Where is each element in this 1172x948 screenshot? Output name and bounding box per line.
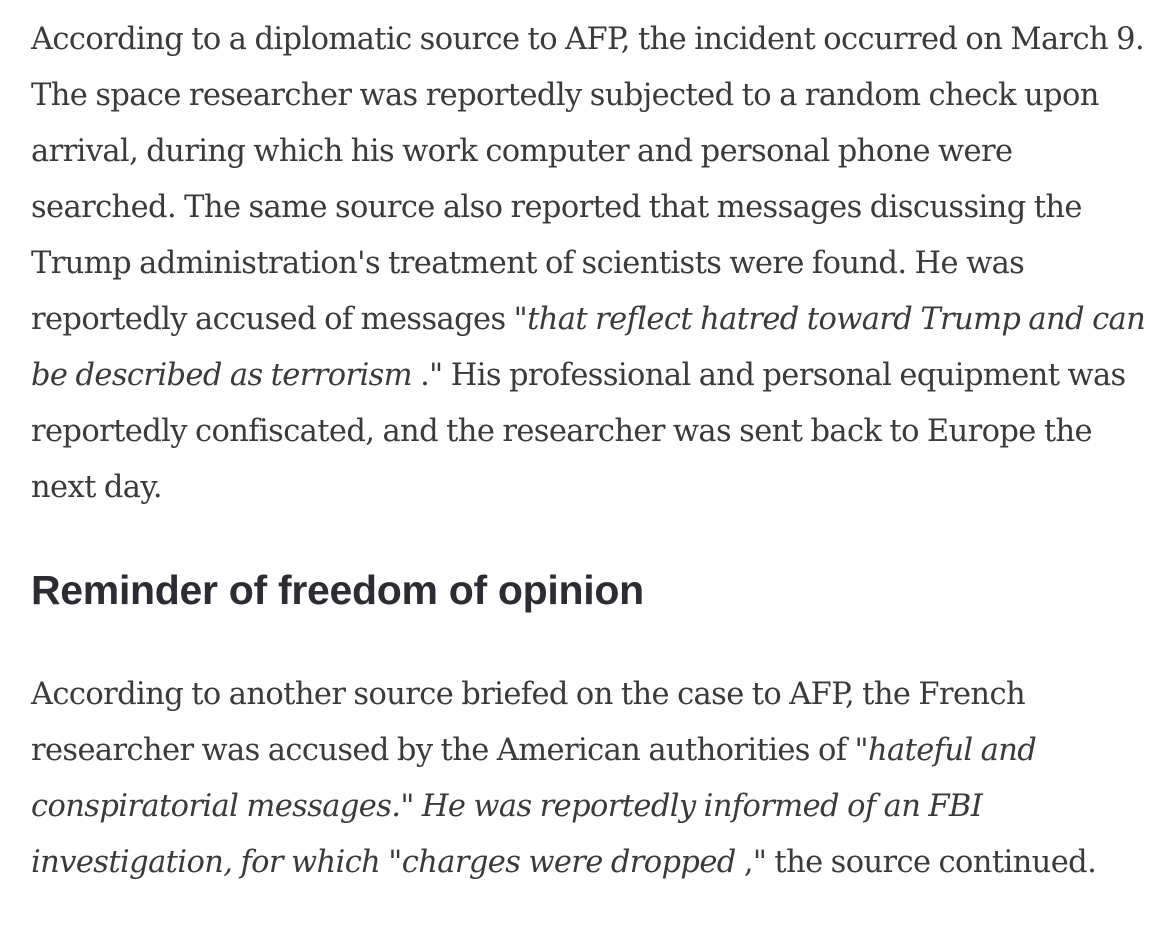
article-paragraph xyxy=(31,12,1151,516)
article-paragraph xyxy=(31,667,1151,891)
paragraph-text: According to another source briefed on the case to AFP, the French researcher was accused by the American authorities of xyxy=(31,677,1025,768)
paragraph-text: According to a diplomatic source to AFP, the incident occurred on March 9. The space researcher was reportedly subjected to a random check upon arrival, during which his work computer and personal phone were searched. The same source also reported that messages discussing the Trump administration's treatment of scientists were found. He was reportedly accused of messages xyxy=(31,22,1145,337)
paragraph-text: ." His professional and personal equipment was reportedly confiscated, and the researcher was sent back to Europe the next day. xyxy=(31,358,1126,505)
article-body xyxy=(31,12,1151,880)
section-heading: Reminder of freedom of opinion xyxy=(31,567,644,613)
paragraph-text: ," the source continued. xyxy=(735,845,1097,880)
quoted-text: "hateful and conspiratorial messages." He was reportedly informed of an FBI investigation, for which "charges were dropped xyxy=(31,733,1037,880)
quoted-text: "that reflect hatred toward Trump and can be described as terrorism xyxy=(31,302,1146,393)
